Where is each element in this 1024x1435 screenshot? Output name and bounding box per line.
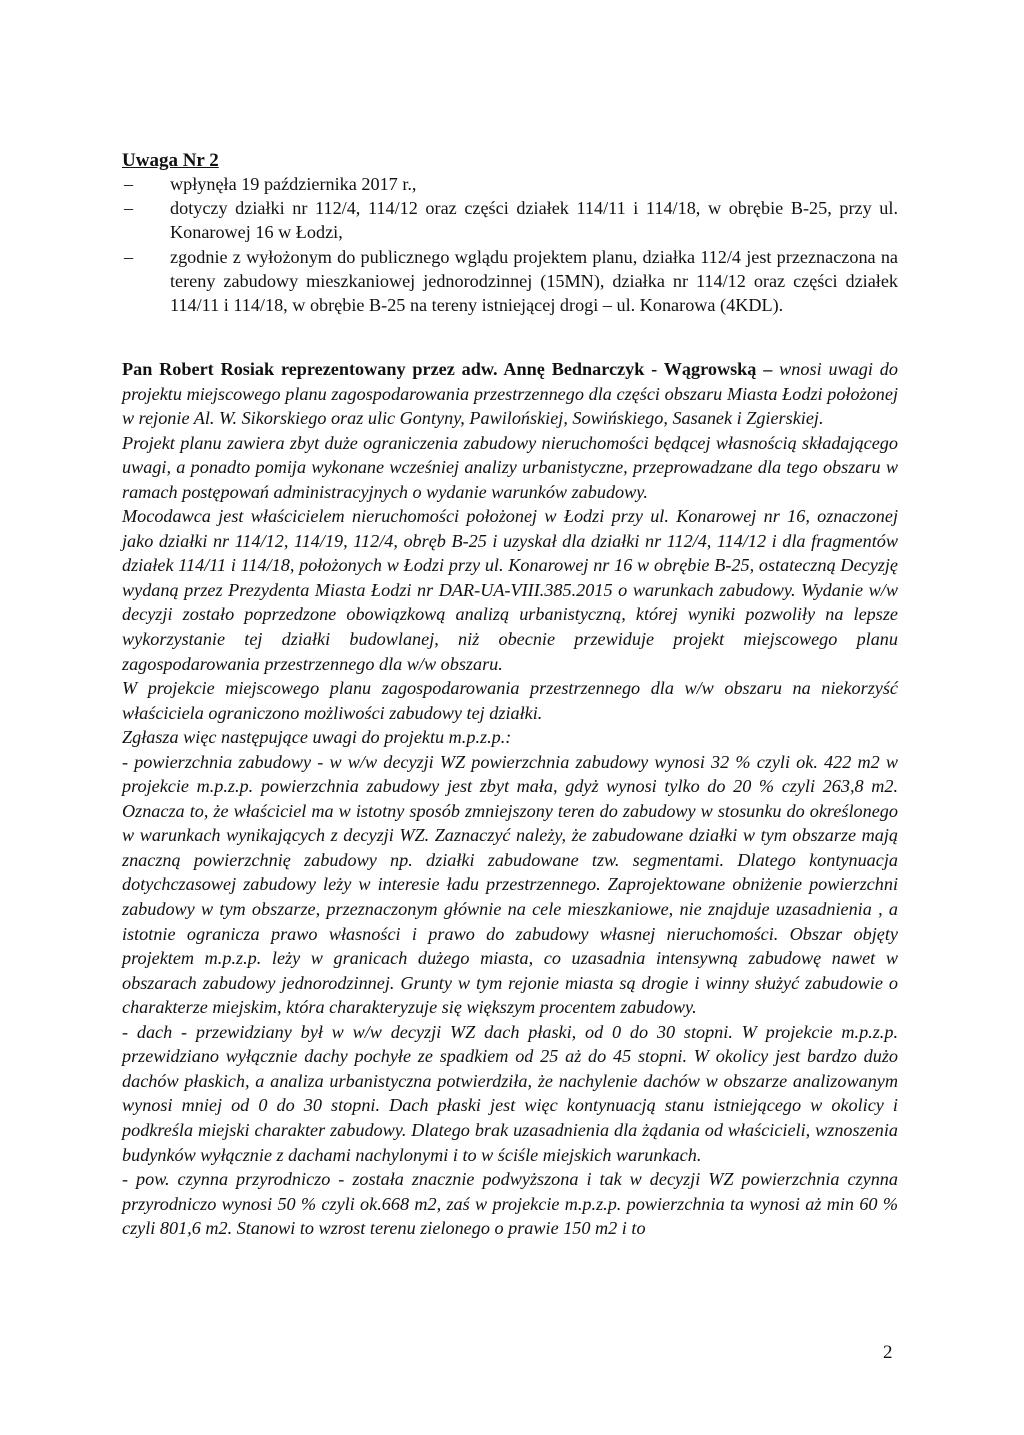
body-paragraph: Zgłasza więc następujące uwagi do projektu m.p.z.p.:: [122, 727, 512, 748]
remark-building-area: - powierzchnia zabudowy - w w/w decyzji WZ powierzchnia zabudowy wynosi 32 % czyli ok. 422 m2 w projekcie m.p.z.p. powierzchnia zabudowy jest zbyt mała, gdyż wynosi tylko do 20 % czyli 263,8 m2. Oznacza to, że właściciel ma w istotny sposób zmniejszony teren do zabudowy w stosunku do określonego w warunkach wynikających z decyzji WZ. Zaznaczyć należy, że zabudowane działki w tym obszarze mają znaczną powierzchnię zabudowy np. działki zabudowane tzw. segmentami. Dlatego kontynuacja dotychczasowej zabudowy leży w interesie ładu przestrzennego. Zaprojektowane obniżenie powierzchni zabudowy w tym obszarze, przeznaczonym głównie na cele mieszkaniowe, nie znajduje uzasadnienia , a istotnie ogranicza prawo własności i prawo do zabudowy własnej nieruchomości. Obszar objęty projektem m.p.z.p. leży w granicach dużego miasta, co uzasadnia intensywną zabudowę nawet w obszarach zabudowy jednorodzinnej. Grunty w tym rejonie miasta są drogie i winny służyć zabudowie o charakterze miejskim, która charakteryzuje się większym procentem zabudowy.: [122, 751, 898, 1018]
body-paragraph: Projekt planu zawiera zbyt duże ograniczenia zabudowy nieruchomości będącej własnością składającego uwagi, a ponadto pomija wykonane wcześniej analizy urbanistyczne, przeprowadzane dla tego obszaru w ramach postępowań administracyjnych o wydanie warunków zabudowy.: [122, 432, 898, 502]
remark-biologically-active-area: - pow. czynna przyrodniczo - została znacznie podwyższona i tak w decyzji WZ powierzchnia czynna przyrodniczo wynosi 50 % czyli ok.668 m2, zaś w projekcie m.p.z.p. powierzchnia ta wynosi aż min 60 % czyli 801,6 m2. Stanowi to wzrost terenu zielonego o prawie 150 m2 i to: [122, 1169, 898, 1239]
petitioner-name: Pan Robert Rosiak reprezentowany przez adw. Annę Bednarczyk - Wągrowską –: [122, 359, 773, 379]
intro-text: wnosi uwagi do projektu miejscowego planu zagospodarowania przestrzennego dla części obszaru Miasta Łodzi położonej w rejonie Al. W. Sikorskiego oraz ulic Gontyny, Pawilońskiej, Sowińskiego, Sasanek i Zgierskiej.: [122, 359, 898, 429]
body-paragraph: Mocodawca jest właścicielem nieruchomości położonej w Łodzi przy ul. Konarowej nr 16, oznaczonej jako działki nr 114/12, 114/19, 112/4, obręb B-25 i uzyskał dla działki nr 112/4, 114/12 i dla fragmentów działek 114/11 i 114/18, położonych w Łodzi przy ul. Konarowej nr 16 w obrębie B-25, ostateczną Decyzję wydaną przez Prezydenta Miasta Łodzi nr DAR-UA-VIII.385.2015 o warunkach zabudowy. Wydanie w/w decyzji zostało poprzedzone obowiązkową analizą urbanistyczną, której wyniki pozwoliły na lepsze wykorzystanie tej działki budowlanej, niż obecnie przewiduje projekt miejscowego planu zagospodarowania przestrzennego dla w/w obszaru.: [122, 506, 898, 674]
info-bullet-list: [122, 172, 898, 317]
intro-paragraph: [122, 357, 898, 431]
bullet-plan-designation: – zgodnie z wyłożonym do publicznego wglądu projektem planu, działka 112/4 jest przeznaczona na tereny zabudowy mieszkaniowej jednorodzinnej (15MN), działka nr 114/12 oraz części działek 114/11 i 114/18, w obrębie B-25 na tereny istniejącej drogi – ul. Konarowa (4KDL).: [122, 245, 898, 318]
bullet-received-date: – wpłynęła 19 października 2017 r.,: [122, 172, 898, 196]
comment-body: [122, 357, 898, 1241]
section-heading: Uwaga Nr 2: [122, 150, 219, 171]
remark-roof: - dach - przewidziany był w w/w decyzji WZ dach płaski, od 0 do 30 stopni. W projekcie m.p.z.p. przewidziano wyłącznie dachy pochyłe ze spadkiem od 25 aż do 45 stopni. W okolicy jest bardzo dużo dachów płaskich, a analiza urbanistyczna potwierdziła, że nachylenie dachów w obszarze analizowanym wynosi mniej od 0 do 30 stopni. Dach płaski jest więc kontynuacją stanu istniejącego w okolicy i podkreśla miejski charakter zabudowy. Dlatego brak uzasadnienia dla żądania od właścicieli, wznoszenia budynków wyłącznie z dachami nachylonymi i to w ściśle miejskich warunkach.: [122, 1021, 898, 1165]
body-paragraph: W projekcie miejscowego planu zagospodarowania przestrzennego dla w/w obszaru na niekorzyść właściciela ograniczono możliwości zabudowy tej działki.: [122, 678, 898, 723]
page-number: 2: [883, 1342, 893, 1363]
bullet-parcels: – dotyczy działki nr 112/4, 114/12 oraz części działek 114/11 i 114/18, w obrębie B-25, przy ul. Konarowej 16 w Łodzi,: [122, 196, 898, 244]
